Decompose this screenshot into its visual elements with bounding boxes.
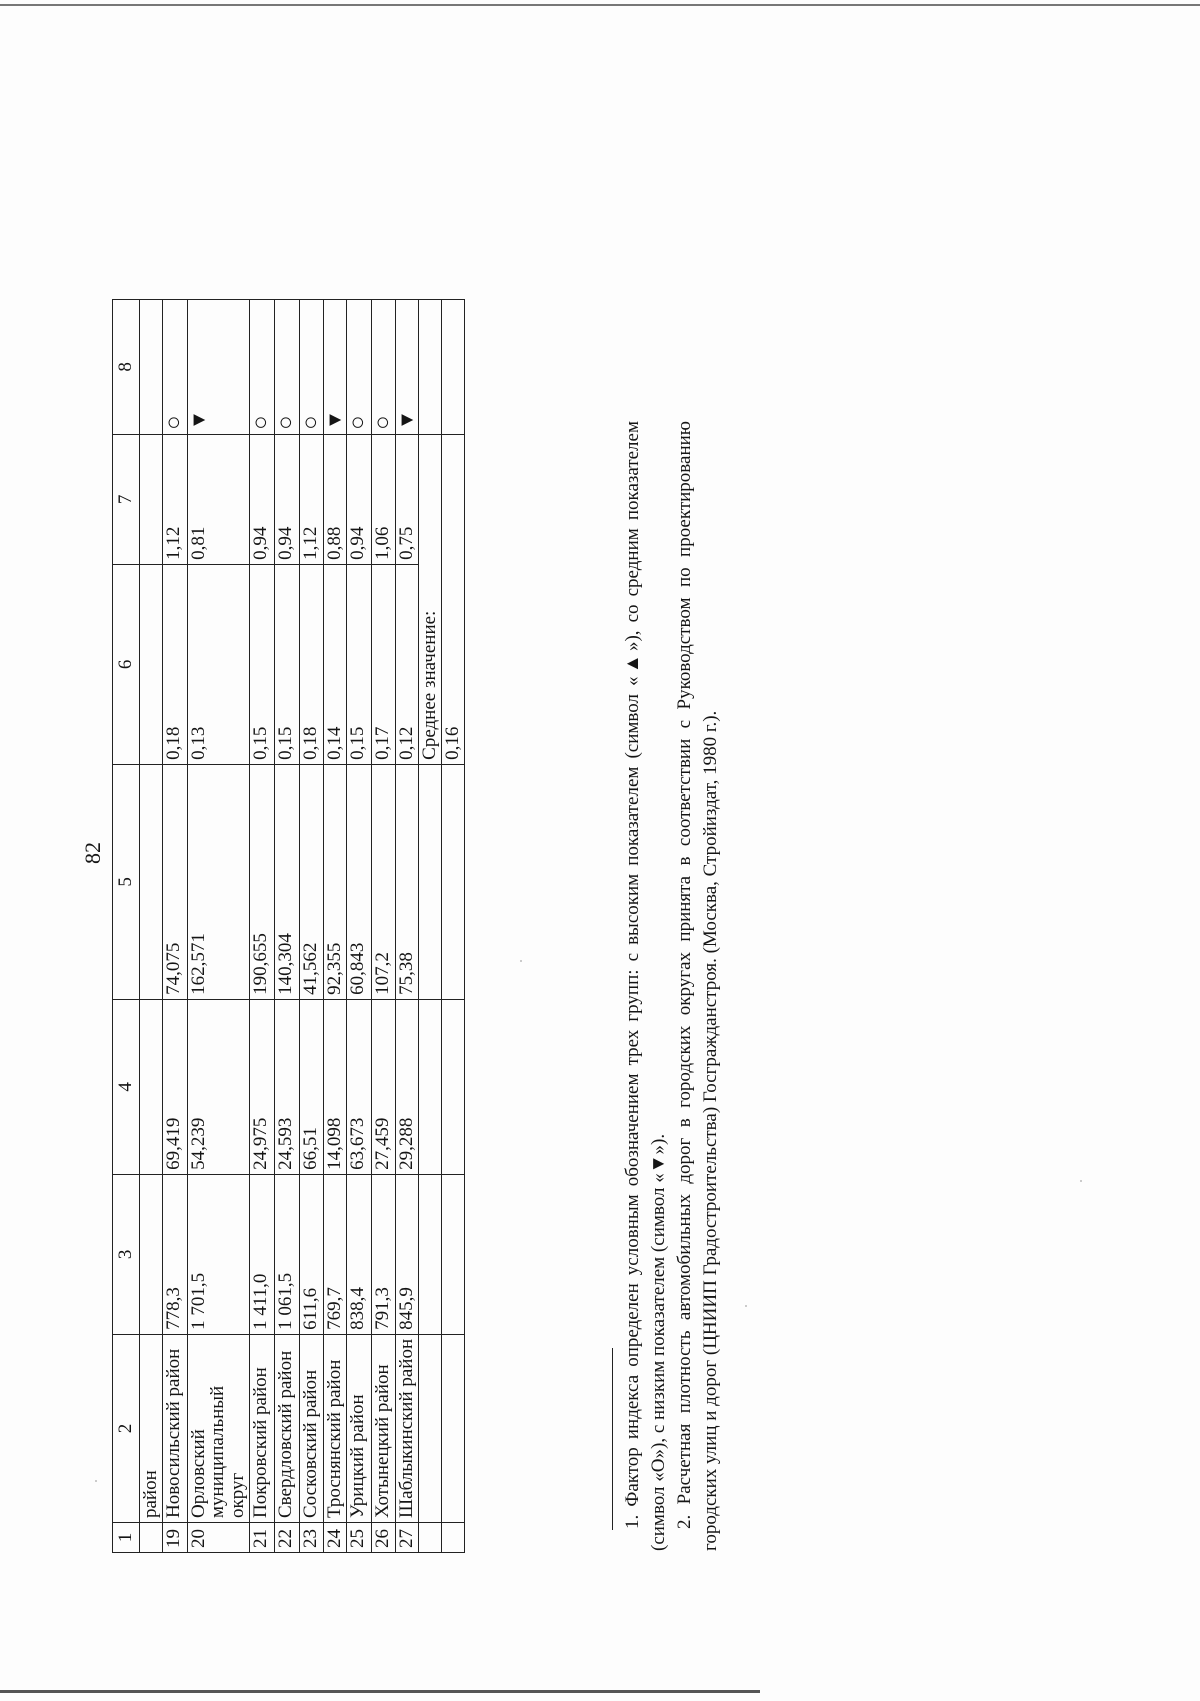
circle-icon: ○ — [162, 299, 187, 434]
table-row — [396, 299, 419, 1552]
circle-icon: ○ — [274, 299, 299, 434]
row-number: 23 — [299, 1523, 324, 1553]
header-row — [113, 299, 140, 1552]
row-number: 21 — [250, 1523, 275, 1553]
circle-icon: ○ — [371, 299, 396, 434]
district-name: Сосковский район — [299, 1334, 324, 1522]
cell-col6: 0,15 — [274, 564, 299, 764]
continuation-cell: район — [140, 1334, 163, 1522]
average-label: Среднее значение: — [419, 434, 442, 764]
cell-col7: 1,12 — [162, 434, 187, 564]
cell-col3: 838,4 — [347, 1174, 372, 1334]
header-cell: 4 — [113, 999, 140, 1174]
cell-col6: 0,13 — [187, 564, 250, 764]
header-cell: 2 — [113, 1334, 140, 1522]
cell-col3: 845,9 — [396, 1174, 419, 1334]
cell-col6: 0,15 — [250, 564, 275, 764]
circle-icon: ○ — [299, 299, 324, 434]
table-row — [187, 299, 250, 1552]
row-number: 22 — [274, 1523, 299, 1553]
cell-col5: 190,655 — [250, 764, 275, 999]
footnote-2: 2. Расчетная плотность автомобильных дорог в городских округах принята в соответствии с Руководством по проектированию городских улиц и дорог (ЦНИИП Градостроительства) Госгражданстроя. (Москва, Стройиздат, 1980 г.). — [674, 421, 721, 1551]
cell-col4: 27,459 — [371, 999, 396, 1174]
cell-col5: 75,38 — [396, 764, 419, 999]
row-number: 25 — [347, 1523, 372, 1553]
triangle-down-icon: ▼ — [396, 299, 419, 434]
row-number: 26 — [371, 1523, 396, 1553]
cell-col7: 0,88 — [324, 434, 347, 564]
cell-col7: 1,12 — [299, 434, 324, 564]
header-cell: 8 — [113, 299, 140, 434]
cell-col5: 74,075 — [162, 764, 187, 999]
cell-col3: 1 061,5 — [274, 1174, 299, 1334]
cell-col3: 611,6 — [299, 1174, 324, 1334]
cell-col6: 0,17 — [371, 564, 396, 764]
district-name: Шаблыкинский район — [396, 1334, 419, 1522]
cell-col7: 0,75 — [396, 434, 419, 564]
district-name: Покровский район — [250, 1334, 275, 1522]
cell-col6: 0,18 — [162, 564, 187, 764]
cell-col5: 140,304 — [274, 764, 299, 999]
average-value-row — [442, 299, 465, 1552]
district-name: Новосильский район — [162, 1334, 187, 1522]
triangle-down-icon: ▼ — [324, 299, 347, 434]
triangle-down-icon: ▼ — [187, 299, 250, 434]
cell-col6: 0,14 — [324, 564, 347, 764]
cell-col5: 162,571 — [187, 764, 250, 999]
district-name: Орловский муниципальный округ — [187, 1334, 250, 1522]
cell-col4: 14,098 — [324, 999, 347, 1174]
district-name: Троснянский район — [324, 1334, 347, 1522]
cell-col4: 54,239 — [187, 999, 250, 1174]
cell-col3: 1 701,5 — [187, 1174, 250, 1334]
cell-col7: 0,94 — [274, 434, 299, 564]
circle-icon: ○ — [347, 299, 372, 434]
cell-col5: 92,355 — [324, 764, 347, 999]
cell-col6: 0,12 — [396, 564, 419, 764]
table-row — [250, 299, 275, 1552]
table-row — [299, 299, 324, 1552]
header-cell: 1 — [113, 1523, 140, 1553]
header-cell: 7 — [113, 434, 140, 564]
row-number: 20 — [187, 1523, 250, 1553]
district-name: Свердловский район — [274, 1334, 299, 1522]
row-number: 27 — [396, 1523, 419, 1553]
footnotes — [620, 421, 724, 1551]
cell-col3: 769,7 — [324, 1174, 347, 1334]
header-cell: 6 — [113, 564, 140, 764]
header-cell: 3 — [113, 1174, 140, 1334]
circle-icon: ○ — [250, 299, 275, 434]
cell-col7: 0,94 — [347, 434, 372, 564]
table-row — [371, 299, 396, 1552]
cell-col4: 69,419 — [162, 999, 187, 1174]
row-number: 19 — [162, 1523, 187, 1553]
table-row — [324, 299, 347, 1552]
cell-col4: 63,673 — [347, 999, 372, 1174]
cell-col3: 778,3 — [162, 1174, 187, 1334]
cell-col6: 0,15 — [347, 564, 372, 764]
cell-col7: 0,94 — [250, 434, 275, 564]
cell-col4: 24,975 — [250, 999, 275, 1174]
footnote-separator — [612, 1348, 613, 1530]
district-table — [112, 299, 465, 1553]
cell-col4: 29,288 — [396, 999, 419, 1174]
district-name: Урицкий район — [347, 1334, 372, 1522]
continuation-row — [140, 299, 163, 1552]
cell-col3: 791,3 — [371, 1174, 396, 1334]
average-value: 0,16 — [442, 434, 465, 764]
cell-col3: 1 411,0 — [250, 1174, 275, 1334]
header-cell: 5 — [113, 764, 140, 999]
cell-col4: 66,51 — [299, 999, 324, 1174]
cell-col7: 1,06 — [371, 434, 396, 564]
cell-col5: 107,2 — [371, 764, 396, 999]
table-row — [347, 299, 372, 1552]
cell-col7: 0,81 — [187, 434, 250, 564]
row-number: 24 — [324, 1523, 347, 1553]
average-label-row — [419, 299, 442, 1552]
cell-col5: 60,843 — [347, 764, 372, 999]
cell-col4: 24,593 — [274, 999, 299, 1174]
district-name: Хотынецкий район — [371, 1334, 396, 1522]
footnote-1: 1. Фактор индекса определен условным обозначением трех групп: с высоким показателем (символ «▲»), со средним показателем (символ «О»), с низким показателем (символ «▼»). — [622, 421, 669, 1551]
page-number: 82 — [80, 842, 105, 864]
cell-col6: 0,18 — [299, 564, 324, 764]
cell-col5: 41,562 — [299, 764, 324, 999]
table-row — [274, 299, 299, 1552]
table-row — [162, 299, 187, 1552]
